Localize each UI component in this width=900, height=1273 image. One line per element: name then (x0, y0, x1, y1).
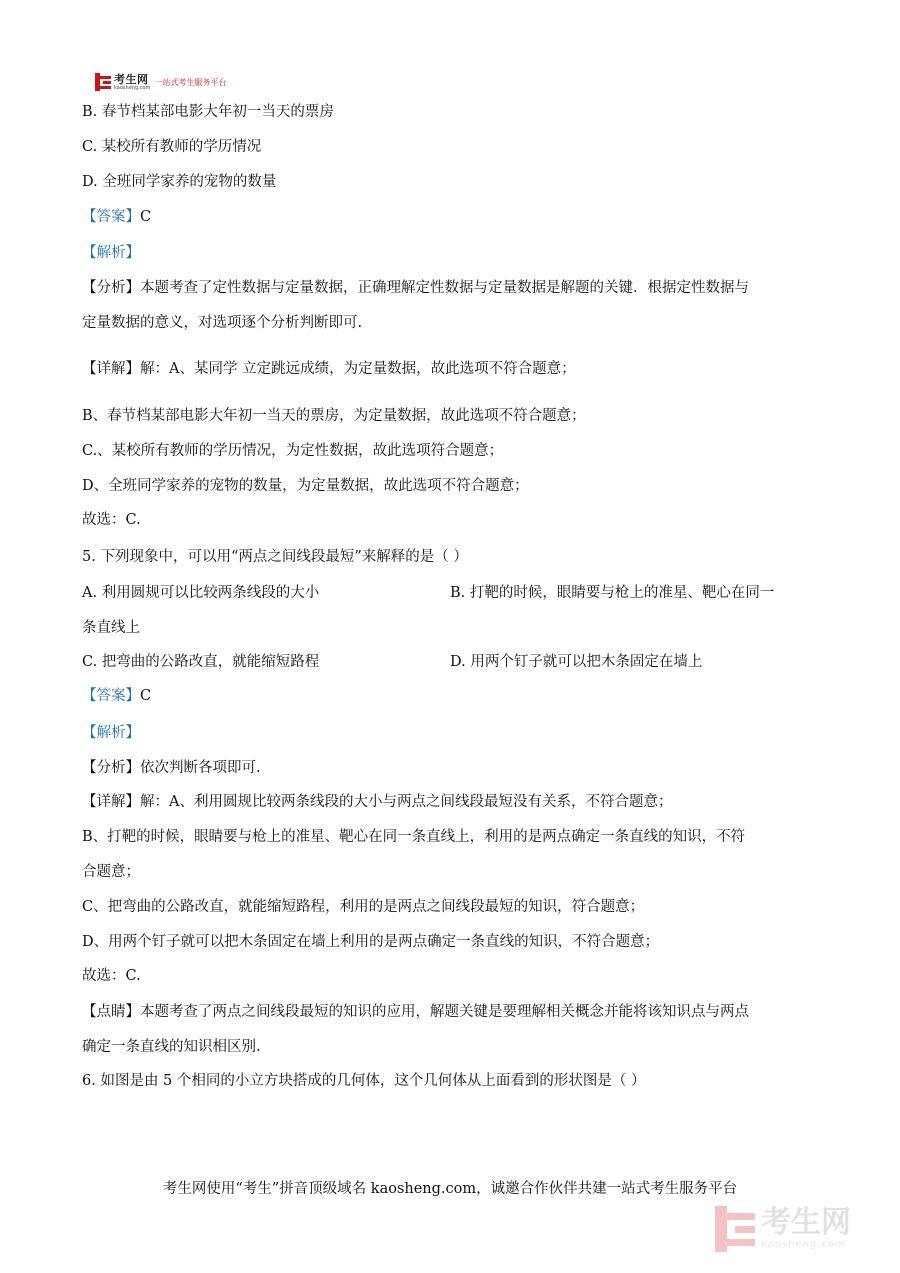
q5-detail-b-line-1: B、打靶的时候，眼睛要与枪上的准星、靶心在同一条直线上，利用的是两点确定一条直线的知识，不符 (82, 829, 746, 845)
q6-stem: 6. 如图是由 5 个相同的小立方块搭成的几何体，这个几何体从上面看到的形状图是（ ） (82, 1073, 646, 1089)
q5-remark-line-2: 确定一条直线的知识相区别. (82, 1039, 261, 1055)
q4-detail-c: C.、某校所有教师的学历情况，为定性数据，故此选项符合题意； (82, 443, 504, 459)
q5-answer (82, 686, 151, 706)
q5-detail-c: C、把弯曲的公路改直，就能缩短路程，利用的是两点之间线段最短的知识，符合题意； (82, 899, 645, 915)
q5-detail-b-line-2: 合题意； (82, 864, 140, 880)
answer-value: C (140, 688, 152, 704)
analysis-label: 【解析】 (82, 245, 140, 261)
q4-option-b: B. 春节档某部电影大年初一当天的票房 (82, 104, 334, 120)
q4-answer (82, 207, 151, 227)
q5-option-b: B. 打靶的时候，眼睛要与枪上的准星、靶心在同一 (450, 585, 775, 601)
kaosheng-watermark-icon (715, 1206, 755, 1252)
watermark-domain: kaosheng.com (761, 1239, 846, 1250)
q5-analysis-heading (82, 723, 140, 743)
q4-option-d: D. 全班同学家养的宠物的数量 (82, 174, 277, 190)
answer-value: C (140, 209, 152, 225)
q5-fenxi: 【分析】依次判断各项即可. (82, 760, 261, 776)
q5-option-d: D. 用两个钉子就可以把木条固定在墙上 (450, 654, 703, 670)
watermark-logo (715, 1206, 851, 1252)
q5-remark-line-1: 【点睛】本题考查了两点之间线段最短的知识的应用，解题关键是要理解相关概念并能将该知识点与两点 (82, 1004, 749, 1020)
q4-analysis-heading (82, 243, 140, 263)
q4-fenxi-line-2: 定量数据的意义，对选项逐个分析判断即可. (82, 315, 363, 331)
q5-conclusion: 故选：C. (82, 968, 141, 984)
q4-fenxi-line-1: 【分析】本题考查了定性数据与定量数据，正确理解定性数据与定量数据是解题的关键．根据定性数据与 (82, 280, 749, 296)
header-slogan: 一站式考生服务平台 (154, 77, 227, 87)
kaosheng-logo-icon (95, 73, 111, 91)
q5-option-c: C. 把弯曲的公路改直，就能缩短路程 (82, 654, 320, 670)
watermark-name: 考生网 (761, 1205, 851, 1240)
q4-detail-d: D、全班同学家养的宠物的数量，为定量数据，故此选项不符合题意； (82, 478, 529, 494)
q4-detail-b: B、春节档某部电影大年初一当天的票房，为定量数据，故此选项不符合题意； (82, 408, 586, 424)
page-footer: 考生网使用“考生”拼音顶级域名 kaosheng.com，诚邀合作伙伴共建一站式考生服务平台 (162, 1181, 738, 1197)
q5-stem: 5. 下列现象中，可以用“两点之间线段最短”来解释的是（ ） (82, 549, 468, 565)
q4-detail-a: 【详解】解：A、某同学 立定跳远成绩，为定量数据，故此选项不符合题意； (82, 361, 576, 377)
answer-label: 【答案】 (82, 209, 140, 225)
logo-name: 考生网 (114, 72, 149, 86)
q5-detail-d: D、用两个钉子就可以把木条固定在墙上利用的是两点确定一条直线的知识，不符合题意； (82, 934, 660, 950)
q5-option-b-continued: 条直线上 (82, 620, 140, 636)
header-logo (95, 72, 226, 92)
q5-option-a: A. 利用圆规可以比较两条线段的大小 (82, 585, 320, 601)
q4-option-c: C. 某校所有教师的学历情况 (82, 139, 262, 155)
logo-domain: kaosheng.com (114, 84, 151, 91)
analysis-label: 【解析】 (82, 725, 140, 741)
answer-label: 【答案】 (82, 688, 140, 704)
q5-detail-a: 【详解】解：A、利用圆规比较两条线段的大小与两点之间线段最短没有关系，不符合题意； (82, 794, 673, 810)
q4-conclusion: 故选：C. (82, 512, 141, 528)
